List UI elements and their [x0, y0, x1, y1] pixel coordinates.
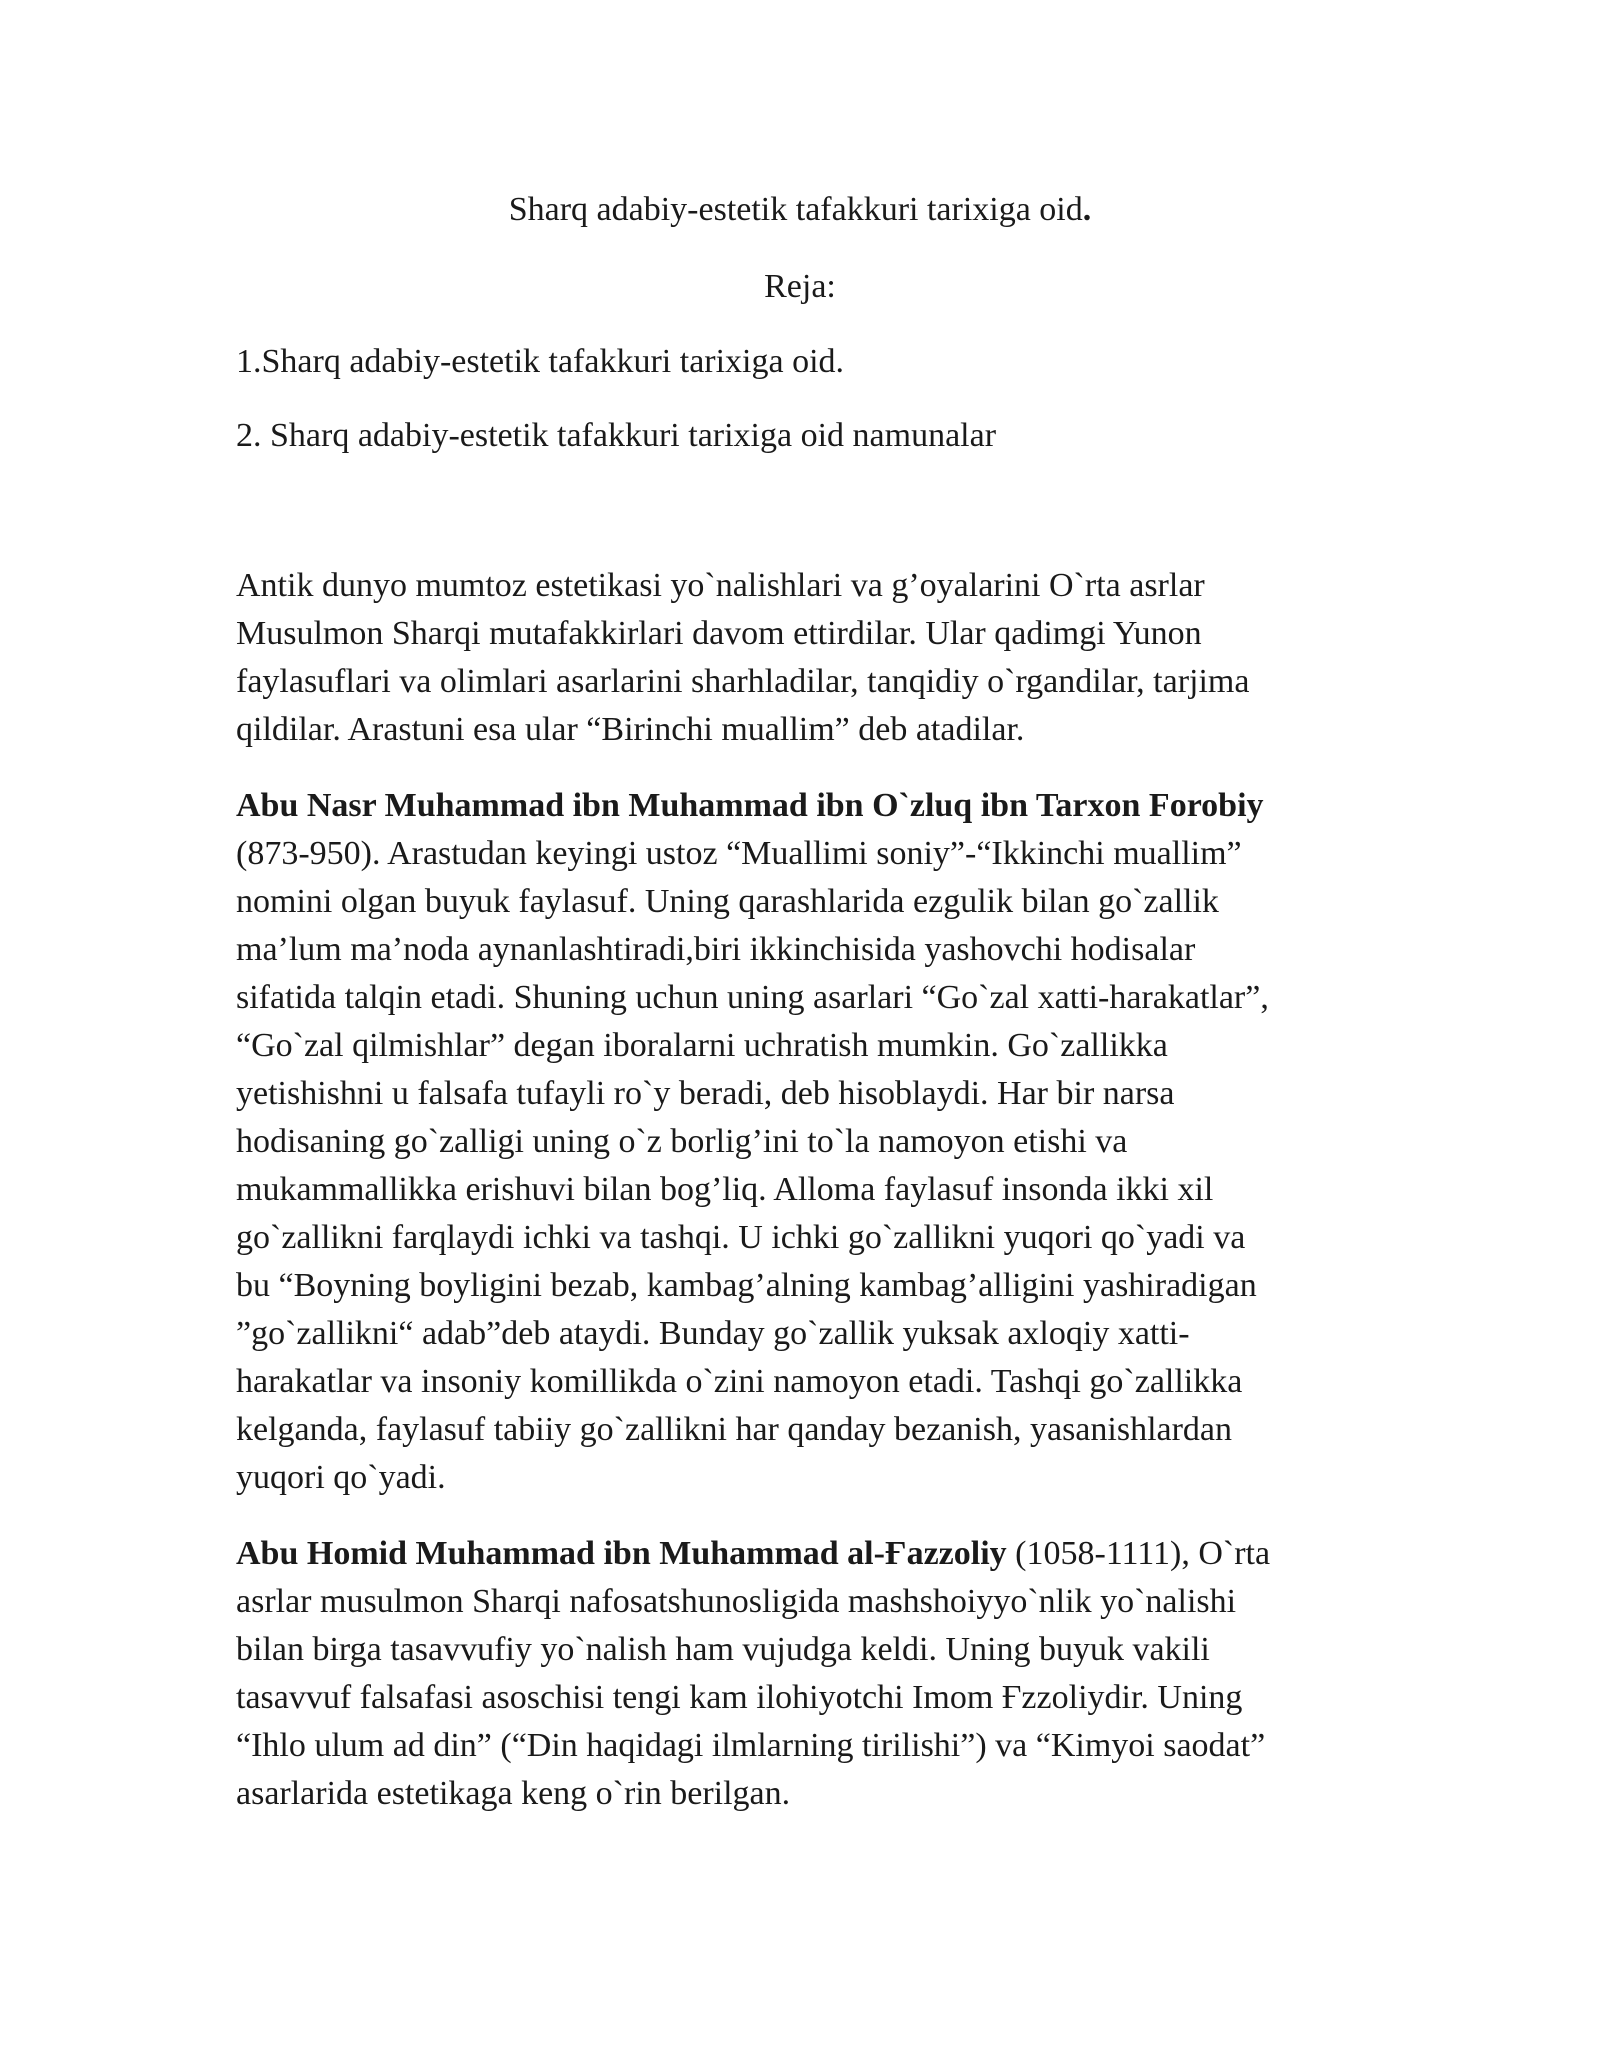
paragraph-2-line: ”go`zallikni“ adab”deb ataydi. Bunday go`zallik yuksak axloqiy xatti-	[236, 1315, 1190, 1352]
plan-item-2: 2. Sharq adabiy-estetik tafakkuri tarixiga oid namunalar	[236, 417, 997, 454]
paragraph-1-line: faylasuflari va olimlari asarlarini sharhladilar, tanqidiy o`rgandilar, tarjima	[236, 663, 1250, 700]
paragraph-1-line: Musulmon Sharqi mutafakkirlari davom ettirdilar. Ular qadimgi Yunon	[236, 615, 1202, 652]
paragraph-3-line: tasavvuf falsafasi asoschisi tengi kam ilohiyotchi Imom Ғzzoliydir. Uning	[236, 1679, 1243, 1716]
document-title	[0, 186, 1600, 234]
paragraph-2-line: mukammallikka erishuvi bilan bog’liq. Alloma faylasuf insonda ikki xil	[236, 1171, 1214, 1208]
gazzoliy-name: Abu Homid Muhammad ibn Muhammad al-Ғazzoliy	[236, 1535, 1007, 1572]
paragraph-2-line: (873-950). Arastudan keyingi ustoz “Muallimi soniy”-“Ikkinchi muallim”	[236, 835, 1242, 872]
paragraph-2-line: go`zallikni farqlaydi ichki va tashqi. U ichki go`zallikni yuqori qo`yadi va	[236, 1219, 1246, 1256]
paragraph-2-line: yuqori qo`yadi.	[236, 1459, 446, 1496]
paragraph-3-line: asrlar musulmon Sharqi nafosatshunosligida mashshoiyyo`nlik yo`nalishi	[236, 1583, 1237, 1620]
forobiy-name: Abu Nasr Muhammad ibn Muhammad ibn O`zluq ibn Tarxon Forobiy	[236, 787, 1264, 824]
paragraph-2-line: bu “Boyning boyligini bezab, kambag’alning kambag’alligini yashiradigan	[236, 1267, 1257, 1304]
plan-item-1: 1.Sharq adabiy-estetik tafakkuri tarixiga oid.	[236, 343, 845, 380]
paragraph-3-line: “Ihlo ulum ad din” (“Din haqidagi ilmlarning tirilishi”) va “Kimyoi saodat”	[236, 1727, 1266, 1764]
document-title-dot: .	[1082, 191, 1092, 228]
paragraph-2-heading	[236, 782, 1264, 830]
paragraph-3-line: asarlarida estetikaga keng o`rin berilgan.	[236, 1775, 791, 1812]
paragraph-2-line: “Go`zal qilmishlar” degan iboralarni uchratish mumkin. Go`zallikka	[236, 1027, 1168, 1064]
paragraph-3-first-line	[236, 1530, 1270, 1578]
paragraph-2-line: harakatlar va insoniy komillikda o`zini namoyon etadi. Tashqi go`zallikka	[236, 1363, 1243, 1400]
paragraph-2-line: kelganda, faylasuf tabiiy go`zallikni har qanday bezanish, yasanishlardan	[236, 1411, 1233, 1448]
document-title-text: Sharq adabiy-estetik tafakkuri tarixiga oid	[508, 191, 1083, 228]
paragraph-2-line: sifatida talqin etadi. Shuning uchun uning asarlari “Go`zal xatti-harakatlar”,	[236, 979, 1269, 1016]
paragraph-3-line: bilan birga tasavvufiy yo`nalish ham vujudga keldi. Uning buyuk vakili	[236, 1631, 1210, 1668]
paragraph-2-line: nomini olgan buyuk faylasuf. Uning qarashlarida ezgulik bilan go`zallik	[236, 883, 1219, 920]
paragraph-2-line: ma’lum ma’noda aynanlashtiradi,biri ikkinchisida yashovchi hodisalar	[236, 931, 1196, 968]
plan-heading: Reja:	[764, 268, 836, 305]
gazzoliy-dates: (1058-1111), O`rta	[1006, 1535, 1271, 1572]
paragraph-1-line: Antik dunyo mumtoz estetikasi yo`nalishlari va g’oyalarini O`rta asrlar	[236, 567, 1205, 604]
paragraph-2-line: yetishishni u falsafa tufayli ro`y beradi, deb hisoblaydi. Har bir narsa	[236, 1075, 1175, 1112]
paragraph-2-line: hodisaning go`zalligi uning o`z borlig’ini to`la namoyon etishi va	[236, 1123, 1128, 1160]
paragraph-1-line: qildilar. Arastuni esa ular “Birinchi muallim” deb atadilar.	[236, 711, 1025, 748]
